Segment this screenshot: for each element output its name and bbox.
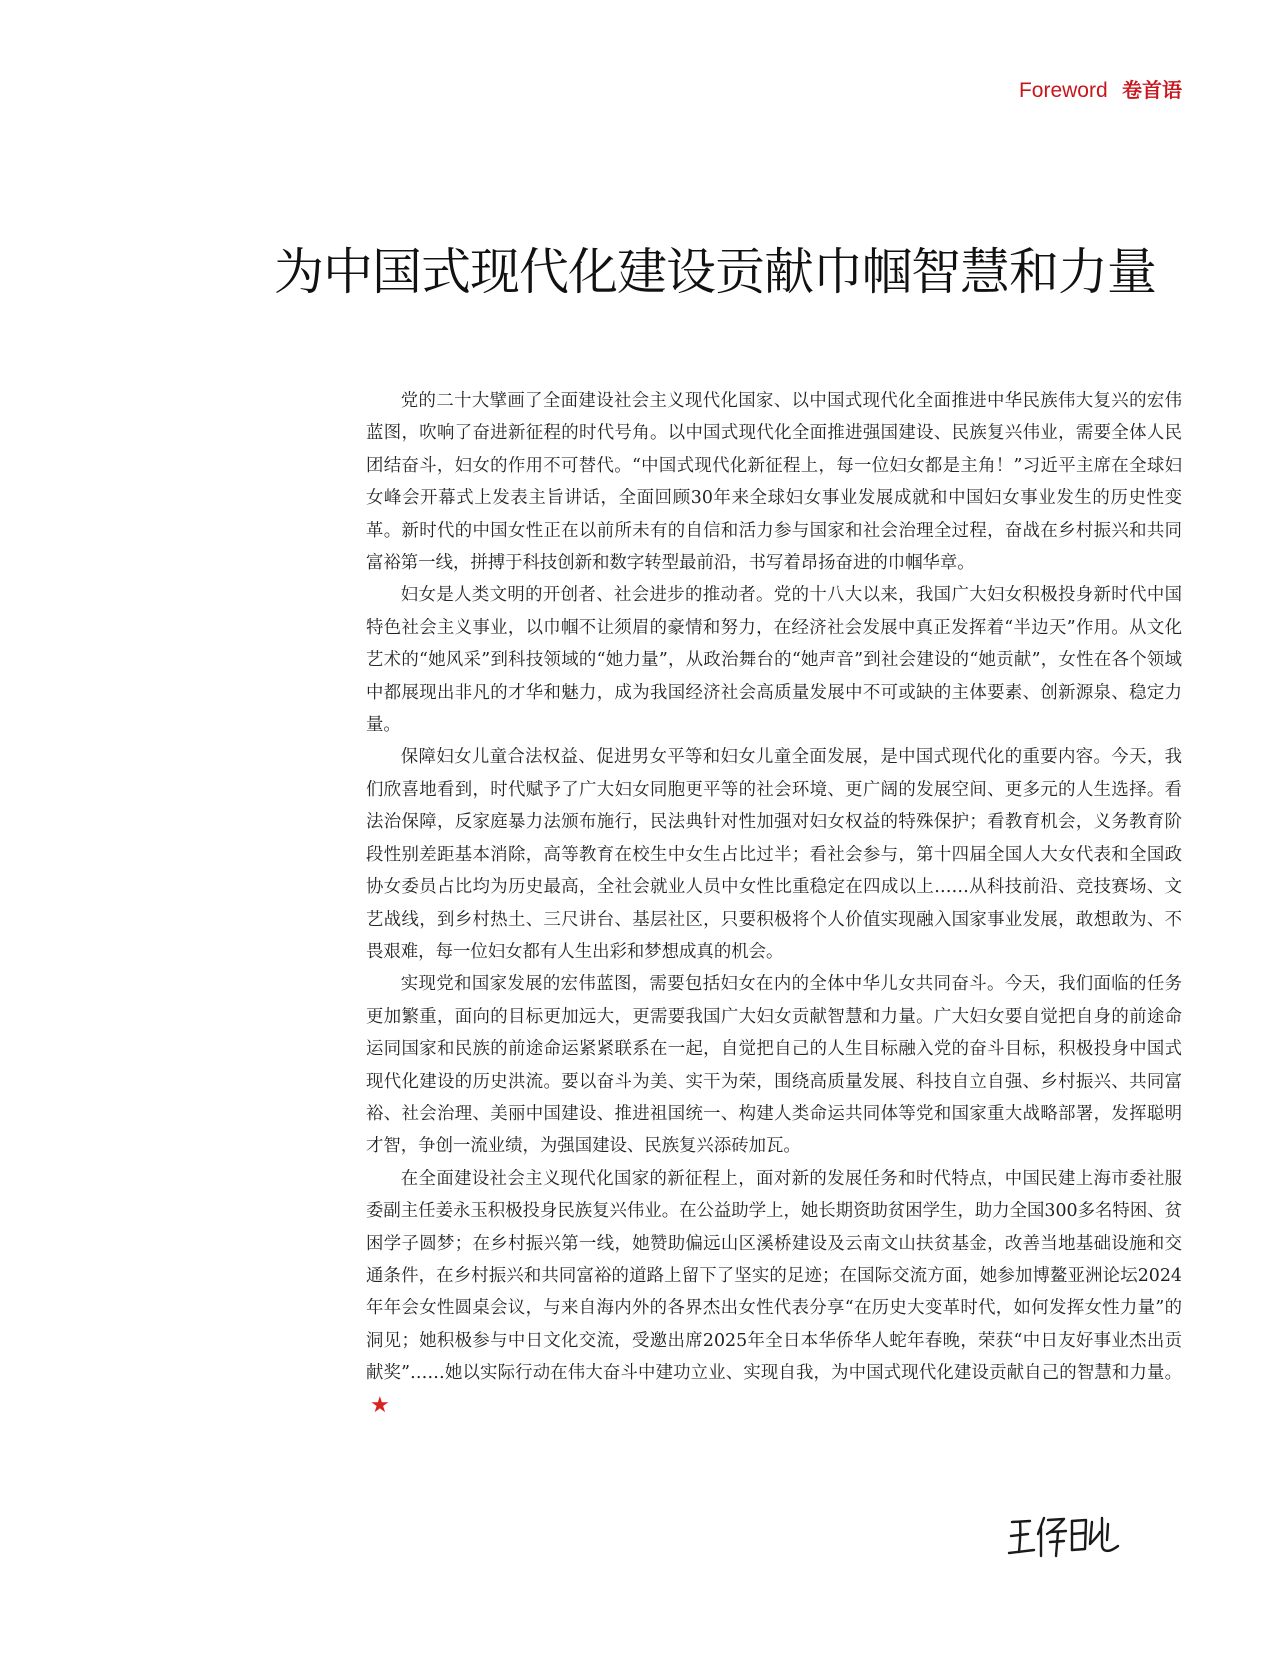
paragraph-text: 在全面建设社会主义现代化国家的新征程上，面对新的发展任务和时代特点，中国民建上海市委社服委副主任姜永玉积极投身民族复兴伟业。在公益助学上，她长期资助贫困学生，助力全国300多名特困、贫困学子圆梦；在乡村振兴第一线，她赞助偏远山区溪桥建设及云南文山扶贫基金，改善当地基础设施和交通条件，在乡村振兴和共同富裕的道路上留下了坚实的足迹；在国际交流方面，她参加博鳌亚洲论坛2024年年会女性圆桌会议，与来自海内外的各界杰出女性代表分享“在历史大变革时代，如何发挥女性力量”的洞见；她积极参与中日文化交流，受邀出席2025年全日本华侨华人蛇年春晚，荣获“中日友好事业杰出贡献奖”……她以实际行动在伟大奋斗中建功立业、实现自我，为中国式现代化建设贡献自己的智慧和力量。 — [366, 1168, 1182, 1384]
signature-icon — [1006, 1512, 1122, 1560]
article-body — [366, 385, 1182, 1423]
paragraph: 党的二十大擘画了全面建设社会主义现代化国家、以中国式现代化全面推进中华民族伟大复兴的宏伟蓝图，吹响了奋进新征程的时代号角。以中国式现代化全面推进强国建设、民族复兴伟业，需要全体人民团结奋斗，妇女的作用不可替代。“中国式现代化新征程上，每一位妇女都是主角！”习近平主席在全球妇女峰会开幕式上发表主旨讲话，全面回顾30年来全球妇女事业发展成就和中国妇女事业发生的历史性变革。新时代的中国女性正在以前所未有的自信和活力参与国家和社会治理全过程，奋战在乡村振兴和共同富裕第一线，拼搏于科技创新和数字转型最前沿，书写着昂扬奋进的巾帼华章。 — [366, 391, 1182, 574]
section-label-zh: 卷首语 — [1122, 78, 1182, 102]
star-icon: ★ — [370, 1392, 390, 1418]
paragraph: 妇女是人类文明的开创者、社会进步的推动者。党的十八大以来，我国广大妇女积极投身新时代中国特色社会主义事业，以巾帼不让须眉的豪情和努力，在经济社会发展中真正发挥着“半边天”作用。从文化艺术的“她风采”到科技领域的“她力量”，从政治舞台的“她声音”到社会建设的“她贡献”，女性在各个领域中都展现出非凡的才华和魅力，成为我国经济社会高质量发展中不可或缺的主体要素、创新源泉、稳定力量。 — [366, 585, 1182, 736]
section-label-en: Foreword — [1018, 79, 1108, 102]
paragraph-last — [366, 1163, 1182, 1423]
author-signature — [1006, 1512, 1122, 1560]
paragraph: 保障妇女儿童合法权益、促进男女平等和妇女儿童全面发展，是中国式现代化的重要内容。今天，我们欣喜地看到，时代赋予了广大妇女同胞更平等的社会环境、更广阔的发展空间、更多元的人生选择。看法治保障，反家庭暴力法颁布施行，民法典针对性加强对妇女权益的特殊保护；看教育机会，义务教育阶段性别差距基本消除，高等教育在校生中女生占比过半；看社会参与，第十四届全国人大女代表和全国政协女委员占比均为历史最高，全社会就业人员中女性比重稳定在四成以上……从科技前沿、竞技赛场、文艺战线，到乡村热土、三尺讲台、基层社区，只要积极将个人价值实现融入国家事业发展，敢想敢为、不畏艰难，每一位妇女都有人生出彩和梦想成真的机会。 — [366, 747, 1182, 962]
section-header — [1019, 74, 1182, 103]
article-title: 为中国式现代化建设贡献巾帼智慧和力量 — [274, 243, 1156, 301]
paragraph: 实现党和国家发展的宏伟蓝图，需要包括妇女在内的全体中华儿女共同奋斗。今天，我们面临的任务更加繁重，面向的目标更加远大，更需要我国广大妇女贡献智慧和力量。广大妇女要自觉把自身的前途命运同国家和民族的前途命运紧紧联系在一起，自觉把自己的人生目标融入党的奋斗目标，积极投身中国式现代化建设的历史洪流。要以奋斗为美、实干为荣，围绕高质量发展、科技自立自强、乡村振兴、共同富裕、社会治理、美丽中国建设、推进祖国统一、构建人类命运共同体等党和国家重大战略部署，发挥聪明才智，争创一流业绩，为强国建设、民族复兴添砖加瓦。 — [366, 974, 1182, 1157]
